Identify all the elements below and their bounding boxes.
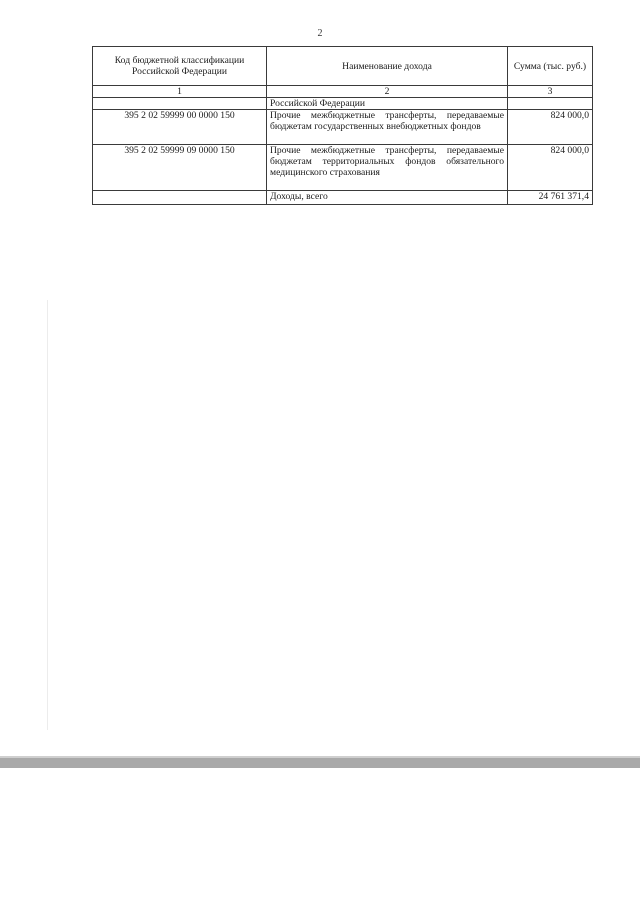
total-amount: 24 761 371,4 — [508, 191, 593, 205]
name-cell: Российской Федерации — [267, 98, 508, 110]
scan-edge-band — [0, 758, 640, 768]
scan-fold-mark — [47, 300, 48, 730]
total-label: Доходы, всего — [267, 191, 508, 205]
table-row-continuation — [93, 98, 593, 110]
table-row — [93, 145, 593, 191]
table-total-row — [93, 191, 593, 205]
name-cell: Прочие межбюджетные трансферты, передаваемые бюджетам государственных внебюджетных фондов — [267, 110, 508, 145]
header-name: Наименование дохода — [267, 47, 508, 86]
income-table — [92, 46, 593, 205]
code-cell — [93, 98, 267, 110]
code-cell — [93, 191, 267, 205]
code-cell: 395 2 02 59999 09 0000 150 — [93, 145, 267, 191]
amount-cell: 824 000,0 — [508, 110, 593, 145]
header-code: Код бюджетной классификации Российской Федерации — [93, 47, 267, 86]
column-number: 2 — [267, 86, 508, 98]
column-number: 3 — [508, 86, 593, 98]
column-number: 1 — [93, 86, 267, 98]
amount-cell: 824 000,0 — [508, 145, 593, 191]
page-number: 2 — [317, 28, 323, 39]
header-amount: Сумма (тыс. руб.) — [508, 47, 593, 86]
name-cell: Прочие межбюджетные трансферты, передаваемые бюджетам территориальных фондов обязательного медицинского страхования — [267, 145, 508, 191]
table-header-row — [93, 47, 593, 86]
amount-cell — [508, 98, 593, 110]
code-cell: 395 2 02 59999 00 0000 150 — [93, 110, 267, 145]
column-number-row — [93, 86, 593, 98]
table-row — [93, 110, 593, 145]
